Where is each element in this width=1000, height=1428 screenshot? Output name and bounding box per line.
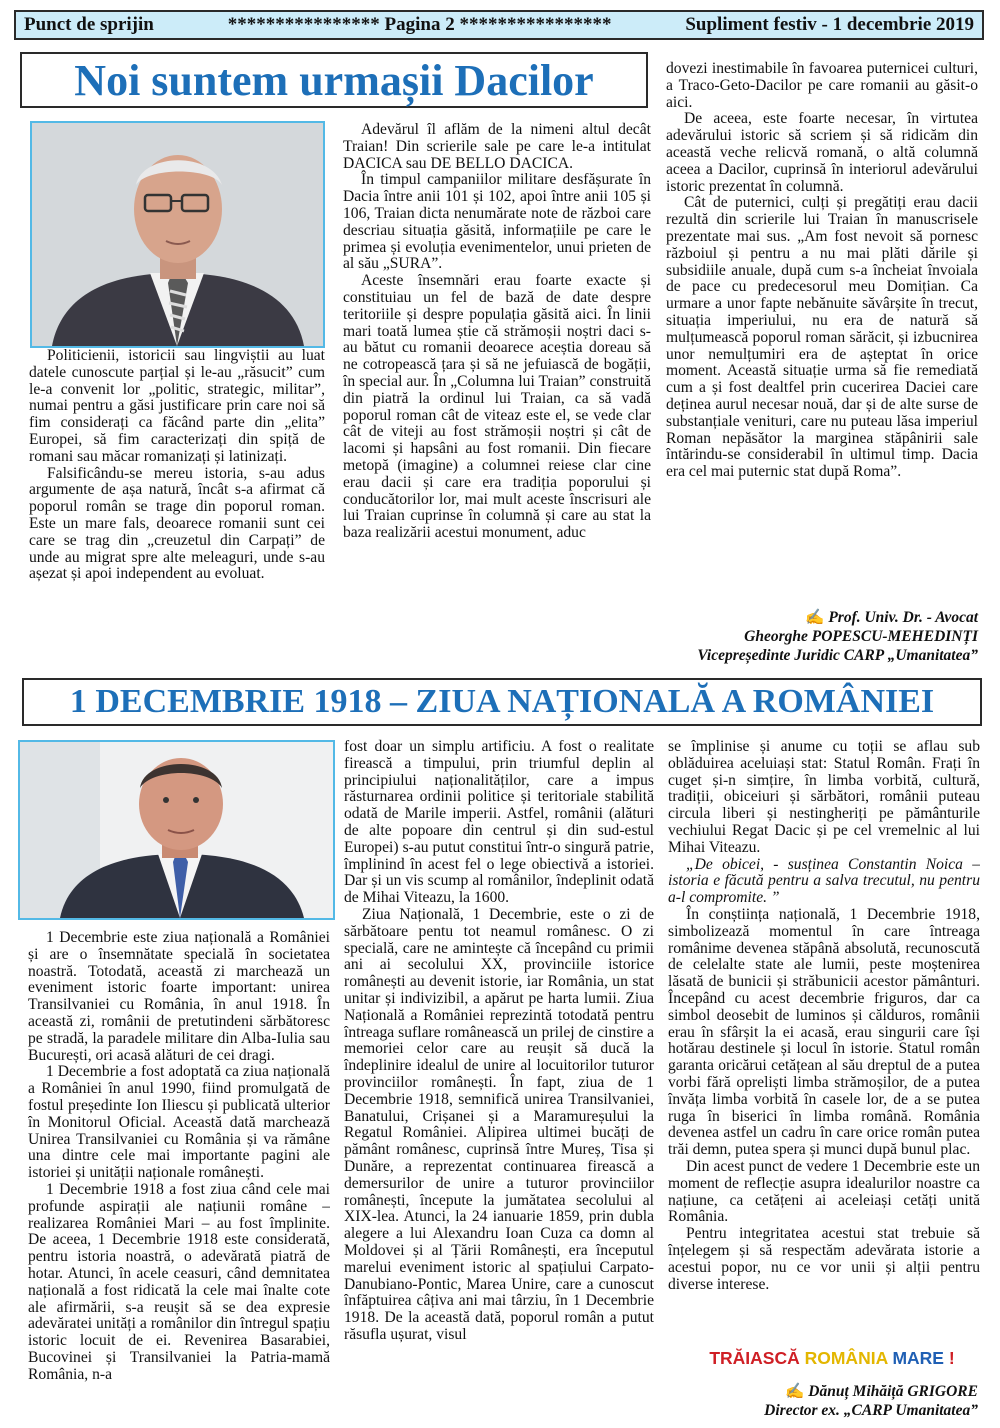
noica-quote — [668, 857, 980, 907]
paragraph: Aceste însemnări erau foarte exacte și constituiau un fel de bază de date despre teritoriile și despre populația găsită aici. În linii mari toată lumea știe că strămoșii noștri daci s-au bătut cu romanii deoarece aceștia doreau să ne cotropească țara și să ne jefuiască de bogății, în special aur. În „Columna lui Traian” construită din piatră la ordinul lui Traian, ca să vadă poporul roman cât de viteaz este el, se vede clar cât de viteji au fost strămoșii noștri și cât de lacomi și hapsâni au fost romanii. Din fiecare metopă (imagine) a columnei reiese clar cine erau dacii și care era tradiția poporului și conducătorilor lor, mai mult aceste înscrisuri ale lui Traian cuprinse în columnă și care au stat la baza realizării acestui monument, aduc — [343, 272, 651, 542]
article2-title: 1 DECEMBRIE 1918 – ZIUA NAȚIONALĂ A ROMÂNIEI — [22, 678, 982, 726]
paragraph: Din acest punct de vedere 1 Decembrie este un moment de reflecție asupra idealurilor noastre ca națiune, ca cetățeni ai aceleiași cetăți unită România. — [668, 1157, 980, 1226]
paragraph: se împlinise și anume cu toții se aflau sub oblăduirea aceluiași stat: Statul Român. Frați în cuget și-n simțire, în limba vorbită, cultură, tradiții, obiceiuri și sărbători, românii puteau circula liberi și nestingheriți pe pământurile vechiului Regat Dacic și pe cel vremelnic al lui Mihai Viteazu. — [668, 739, 980, 856]
slogan-word: MARE — [892, 1348, 944, 1368]
paragraph: 1 Decembrie a fost adoptată ca ziua națională a României în anul 1990, fiind promulgată de fostul președinte Ion Iliescu și publicată ulterior în Monitorul Oficial. Această dată marchează Unirea Transilvaniei cu România și va rămâne una dintre cele mai importante pagini ale istoriei și unității naționale românești. — [28, 1063, 330, 1182]
pen-icon: ✍ — [785, 1383, 805, 1400]
article1-column1 — [29, 348, 325, 670]
article2-column1 — [28, 930, 330, 1424]
article1-column3 — [666, 61, 978, 601]
slogan — [686, 1348, 978, 1369]
paragraph: Adevărul îl aflăm de la nimeni altul decât Traian! Din scrierile sale pe care le-a intitulat DACICA sau DE BELLO DACICA. — [343, 122, 651, 172]
paragraph: De aceea, este foarte necesar, în virtutea adevărului istoric să scriem și să ridicăm din această veche relicvă romană, o altă columnă aceea a Dacilor, cuprinsă în interiorul adevărului istoric prezentat în columnă. — [666, 110, 978, 195]
paragraph: fost doar un simplu artificiu. A fost o realitate firească a timpului, prin triumful deplin al principiului naționalităților, care a impus răsturnarea ordinii politice și teritoriale stabilită odată de Marile imperii. Astfel, românii (alături de alte popoare din centrul și din sud-estul Europei) s-au putut constitui într-o singură patrie, împlinind în acest fel o lege obiectivă a istoriei. Dar și un vis scump al românilor, îndeplinit odată de Mihai Viteazu, la 1600. — [344, 739, 654, 907]
quote-lead: „De obicei, - susținea Constantin Noica – — [686, 855, 980, 873]
author1-name: Gheorghe POPESCU-MEHEDINȚI — [744, 628, 978, 645]
header-section-label: Punct de sprijin — [24, 14, 154, 35]
paragraph: Politicienii, istoricii sau lingviștii au luat datele cunoscute parțial și le-au „răsucit” cum le-a convenit lor „politic, strategic, militar”, numai pentru a găsi justificare prin care noi să fim considerați ca făcând parte din „elita” Europei, să fim caracterizați din spiță de romani sau măcar romanizați și latinizați. — [29, 348, 325, 465]
quote-text: istoria e făcută pentru a salva trecutul, nu pentru a-l compromite. ” — [668, 872, 980, 907]
author1-photo — [30, 121, 325, 348]
page-header — [14, 10, 984, 40]
author2-photo — [18, 740, 335, 920]
article1-title: Noi suntem urmașii Dacilor — [20, 52, 648, 108]
paragraph: Cât de puternici, culți și pregătiți erau dacii rezultă din scrierile lui Traian în manuscrisele prezentate mai sus. „Am fost nevoit să pornesc războiul și pentru a nu mai plăti dările și subsidiile anuale, după cum s-a încheiat învoiala de pace cu predecesorul meu Domițian. Ca urmare a unor fapte nebănuite săvârșite în trecut, situația imperiului, nu era de natură să mulțumească poporul roman sărăcit, și izbucnirea unor nemulțumiri era de așteptat în orice moment. Această situație urma să fie remediată cum a și fost dealtfel prin cucerirea Daciei care deținea aurul necesar nouă, dar și de alte surse de substanțiale venituri, care nu puteau lăsa imperiul Roman nepăsător la marginea stăpânirii sale întărindu-se considerabil în ultimul timp. Dacia era cel mai puternic stat după Roma”. — [666, 194, 978, 481]
paragraph: În timpul campaniilor militare desfășurate în Dacia între anii 101 și 102, apoi între anii 105 și 106, Traian dicta nenumărate note de război care descriau situația găsită, informațiile pe care le primea și evoluția evenimentelor, unui prieten de al său „SURA”. — [343, 171, 651, 273]
slogan-word: TRĂIASCĂ — [709, 1348, 800, 1368]
article1-column2 — [343, 122, 651, 670]
article1-signature — [640, 608, 978, 665]
paragraph: 1 Decembrie 1918 a fost ziua când cele mai profunde aspirații ale națiunii române – realizarea României Mari – au fost împlinite. De aceea, 1 Decembrie 1918 este considerată, pentru istoria noastră, o adevărată piatră de hotar. Atunci, în acele ceasuri, când demnitatea națională a fost ridicată la cele mai înalte cote ale afirmării, s-a reușit să se dea expresie adevăratei unități a românilor din întregul spațiu istoric locuit de ei. Revenirea Basarabiei, Bucovinei și Transilvaniei la Patria-mamă România, n-a — [28, 1180, 330, 1383]
author2-name: Dănuț Mihăiță GRIGORE — [808, 1383, 978, 1400]
paragraph: 1 Decembrie este ziua națională a României și are o însemnătate specială în societatea noastră. Totodată, această zi marchează un eveniment istoric foarte important: unirea Transilvaniei cu România, în anul 1918. În această zi, românii de pretutindeni sărbătoresc pe stradă, la paradele militare din Alba-Iulia sau București, ori acasă alături de cei dragi. — [28, 930, 330, 1064]
slogan-word: ! — [948, 1348, 955, 1368]
paragraph: dovezi inestimabile în favoarea puternicei culturi, a Traco-Geto-Dacilor pe care romanii au găsit-o aici. — [666, 61, 978, 111]
header-supplement-date: Supliment festiv - 1 decembrie 2019 — [685, 14, 974, 35]
article2-signature — [640, 1382, 978, 1420]
author1-position: Vicepreședinte Juridic CARP „Umanitatea” — [697, 647, 978, 664]
paragraph: În conștiința națională, 1 Decembrie 1918, simbolizează momentul în care întreaga românime devenea stăpână absolută, recunoscută de celelalte state ale lumii, peste moștenirea lăsată de bunicii și străbunicii acestor pământuri. Începând cu acest decembrie friguros, dar ca simbol deosebit de luminos și călduros, românii erau în sfârșit la ei acasă, erau singurii care își hotărau destinele și locul în istorie. Statul român garanta oricărui cetățean al său dreptul de a putea vorbi fără opreliști limba strămoșilor, de a putea învăța limba vorbită în casele lor, de a se putea ruga în biserici în limba română. România devenea astfel un cadru în care orice român putea trăi demn, putea spera și munci după bunul plac. — [668, 905, 980, 1159]
article2-column2 — [344, 739, 654, 1424]
pen-icon: ✍ — [805, 609, 825, 626]
paragraph: Pentru integritatea acestui stat trebuie să înțelegem și să respectăm adevărata istorie a acestui popor, nu ce vor unii și alții pentru diverse interese. — [668, 1225, 980, 1293]
slogan-word: ROMÂNIA — [804, 1348, 888, 1368]
paragraph: Ziua Națională, 1 Decembrie, este o zi de sărbătoare pentu tot neamul românesc. O zi specială, care ne amintește că începând cu primii ani ai secolului XX, provinciile istorice românești au devenit istorie, iar România, un stat unitar și indivizibil, a apărut pe harta lumii. Ziua Națională a României reprezintă totodată pentru întreaga suflare românească un prilej de cinstire a memoriei celor care au reușit să ducă la îndeplinire idealul de unire al locuitorilor tuturor provinciilor românești. În fapt, ziua de 1 Decembrie 1918, semnifică unirea Transilvaniei, Banatului, Crișanei și a Maramureșului la Regatul României. Alipirea ultimei bucăți de pământ românesc, cuprinsă între Mureș, Tisa și Dunăre, a reprezentat continuarea firească a demersurilor de unire a tuturor provinciilor românești, începute la jumătatea secolului al XIX-lea. Atunci, la 24 ianuarie 1859, prin dubla alegere a lui Alexandru Ioan Cuza ca domn al Moldovei și al Țării Românești, era începutul marelui eveniment istoric al spațiului Carpato-Danubiano-Pontic, Marea Unire, care a cunoscut înfăptuirea câțiva ani mai târziu, în 1 Decembrie 1918. De la această dată, poporul român a putut răsufla ușurat, visul — [344, 905, 654, 1343]
article2-column3 — [668, 739, 980, 1349]
header-page-number: **************** Pagina 2 **************** — [227, 14, 612, 35]
author2-position: Director ex. „CARP Umanitatea” — [764, 1402, 978, 1419]
paragraph: Falsificându-se mereu istoria, s-au adus argumente de așa natură, încât s-a afirmat că poporul român se trage din poporul roman. Este un mare fals, deoarece romanii sunt cei care se trag din „creuzetul din Carpați” de unde au migrat spre alte meleaguri, unde s-au așezat și apoi independent au evoluat. — [29, 464, 325, 583]
author1-title: Prof. Univ. Dr. - Avocat — [828, 609, 978, 626]
